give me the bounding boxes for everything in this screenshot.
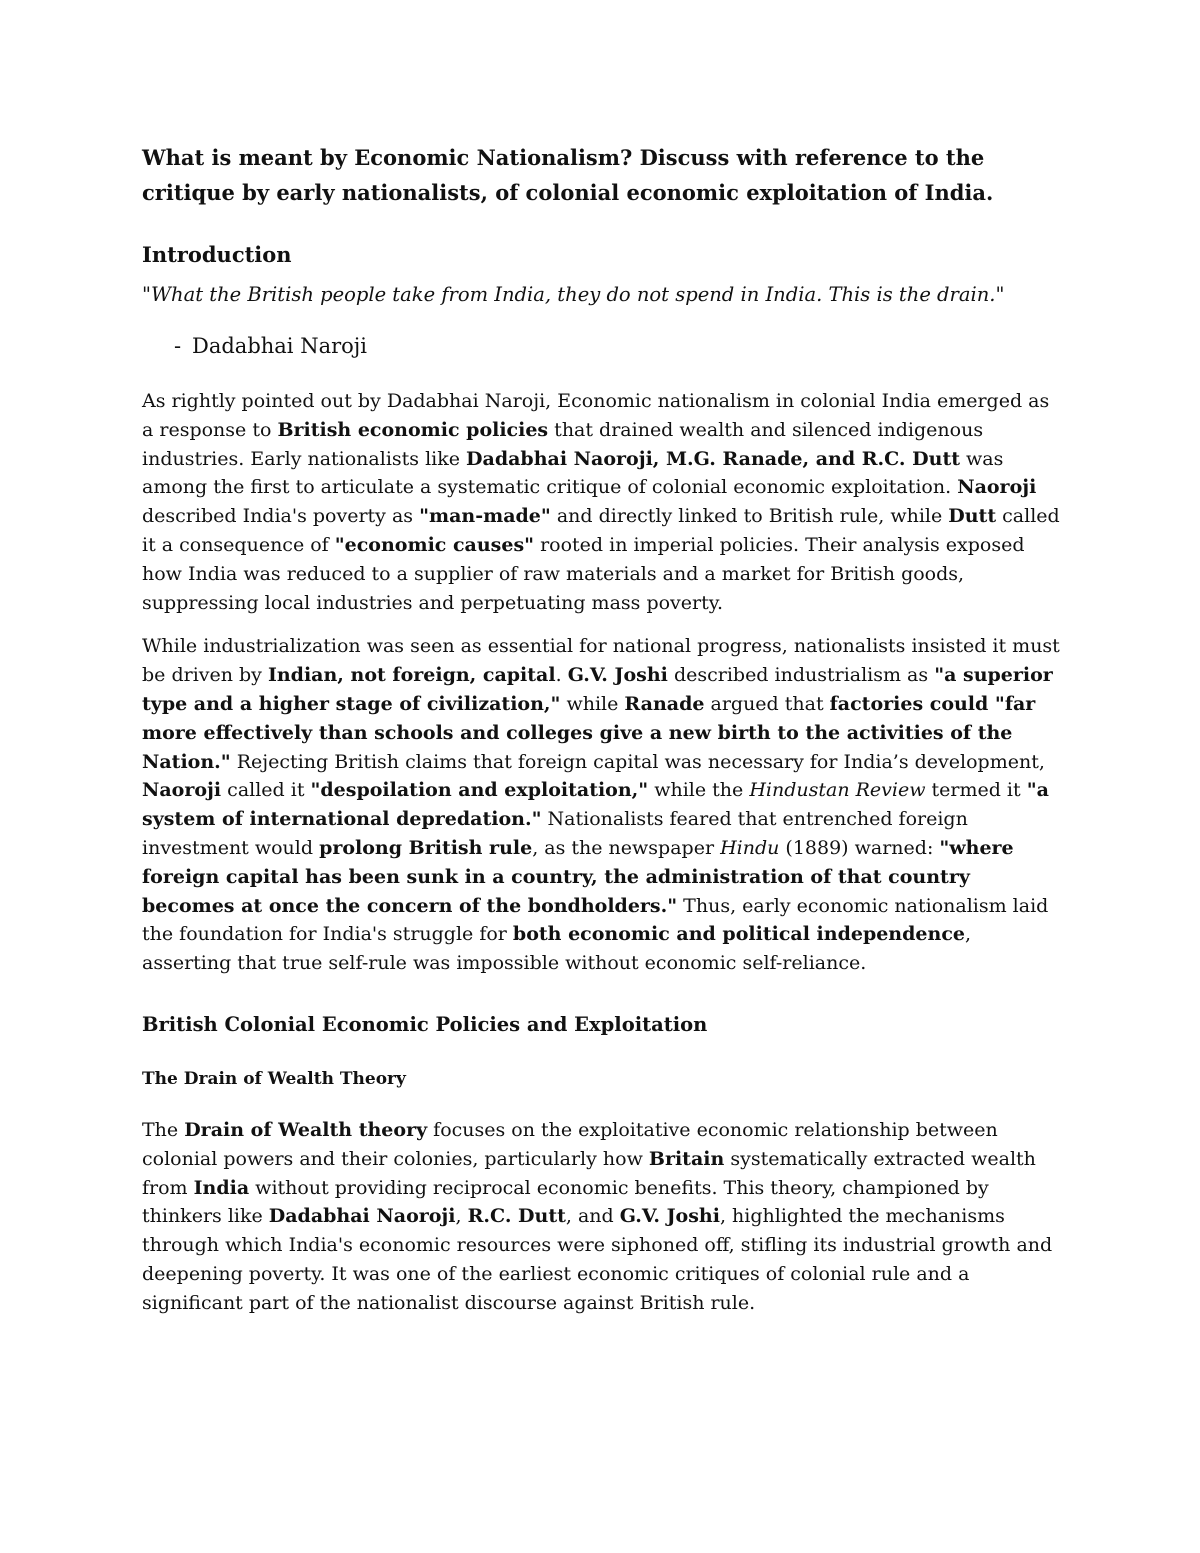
text-span: , asserting that true self-rule was impossible without economic self-reliance. xyxy=(142,923,972,975)
bold-span: "a system of international depredation." xyxy=(142,779,1049,831)
bold-span: Ranade xyxy=(624,692,705,715)
bold-span: "economic causes" xyxy=(334,533,535,556)
text-span: without providing reciprocal economic benefits. This theory, championed by thinkers like xyxy=(142,1176,989,1228)
bold-span: India xyxy=(193,1176,250,1199)
bold-span: Dadabhai Naoroji xyxy=(268,1205,456,1228)
italic-span: Hindu xyxy=(720,836,780,859)
text-span: Nationalists feared that entrenched foreign investment would xyxy=(142,808,968,859)
bold-span: Dadabhai Naoroji, M.G. Ranade, and R.C. Dutt xyxy=(466,447,960,470)
bold-span: Naoroji xyxy=(142,779,222,802)
bold-span: Britain xyxy=(648,1147,725,1170)
page-title: What is meant by Economic Nationalism? Discuss with reference to the critique by early nationalists, of colonial economic exploitation of India. xyxy=(142,145,994,205)
text-span: while xyxy=(560,692,625,715)
text-span: . xyxy=(555,664,568,687)
bold-span: G.V. Joshi xyxy=(619,1205,720,1228)
bold-span: Indian, not foreign, capital xyxy=(267,664,556,687)
intro-paragraph xyxy=(142,387,1062,617)
text-span: As rightly pointed out by Dadabhai Naroji, Economic nationalism in colonial India emerged as a response to xyxy=(142,390,1050,441)
section-heading: British Colonial Economic Policies and Exploitation xyxy=(142,1012,708,1036)
bold-span: "where foreign capital has been sunk in a country, the administration of that country becomes at once the concern of the bondholders." xyxy=(142,836,1014,917)
text-span: , and xyxy=(565,1205,620,1228)
subsection-heading: The Drain of Wealth Theory xyxy=(142,1068,406,1089)
bold-span: Drain of Wealth theory xyxy=(184,1118,428,1141)
attribution-dash: - xyxy=(174,334,182,358)
bold-span: prolong British rule xyxy=(319,836,533,859)
bold-span: both economic and political independence xyxy=(512,923,965,946)
bold-span: "man-made" xyxy=(419,505,551,528)
text-span: called it a consequence of xyxy=(142,505,1060,556)
text-span: was among the first to articulate a systematic critique of colonial economic exploitation. xyxy=(142,447,1004,499)
text-span: focuses on the exploitative economic relationship between colonial powers and their colonies, particularly how xyxy=(142,1118,998,1170)
text-span: while the xyxy=(648,779,750,802)
text-span: , as the newspaper xyxy=(532,836,721,859)
attribution-name: Dadabhai Naroji xyxy=(192,334,368,358)
opening-quote: "What the British people take from India, they do not spend in India. This is the drain." xyxy=(142,283,1005,306)
text-span: described India's poverty as xyxy=(142,505,420,528)
text-span: and directly linked to British rule, while xyxy=(550,505,949,528)
text-span: (1889) warned: xyxy=(779,836,940,859)
bold-span: G.V. Joshi xyxy=(567,664,668,687)
drain-theory-paragraph xyxy=(142,1116,1062,1318)
text-span: Rejecting British claims that foreign capital was necessary for India’s development, xyxy=(230,750,1045,773)
bold-span: British economic policies xyxy=(277,418,549,441)
text-span: that drained wealth and silenced indigenous industries. Early nationalists like xyxy=(142,418,984,470)
industrialization-paragraph xyxy=(142,632,1062,978)
text-span: described industrialism as xyxy=(667,664,935,687)
quote-attribution xyxy=(142,331,1062,361)
bold-span: factories could "far more effectively than schools and colleges give a new birth to the activities of the Nation." xyxy=(142,692,1036,773)
introduction-heading: Introduction xyxy=(142,242,292,267)
text-span: The xyxy=(142,1118,185,1141)
bold-span: "a superior type and a higher stage of civilization," xyxy=(142,664,1053,715)
text-span: Thus, early economic nationalism laid the foundation for India's struggle for xyxy=(142,894,1049,946)
text-span: , highlighted the mechanisms through which India's economic resources were siphoned off, stifling its industrial growth and deepening poverty. It was one of the earliest economic critiques of colonial rule and a significant part of the nationalist discourse against British rule. xyxy=(142,1205,1053,1314)
bold-span: Dutt xyxy=(948,505,997,528)
text-span: argued that xyxy=(704,692,830,715)
italic-span: Hindustan Review xyxy=(749,779,926,802)
bold-span: R.C. Dutt xyxy=(467,1205,566,1228)
text-span: termed it xyxy=(925,779,1027,802)
text-span: rooted in imperial policies. Their analysis exposed how India was reduced to a supplier of raw materials and a market for British goods, suppressing local industries and perpetuating mass poverty. xyxy=(142,533,1025,614)
text-span: called it xyxy=(221,779,311,802)
text-span: , xyxy=(455,1205,468,1228)
bold-span: Naoroji xyxy=(957,476,1037,499)
text-span: While industrialization was seen as essential for national progress, nationalists insisted it must be driven by xyxy=(142,635,1060,687)
document-page xyxy=(142,140,1062,1318)
bold-span: "despoilation and exploitation," xyxy=(310,779,649,802)
text-span: systematically extracted wealth from xyxy=(142,1147,1036,1199)
